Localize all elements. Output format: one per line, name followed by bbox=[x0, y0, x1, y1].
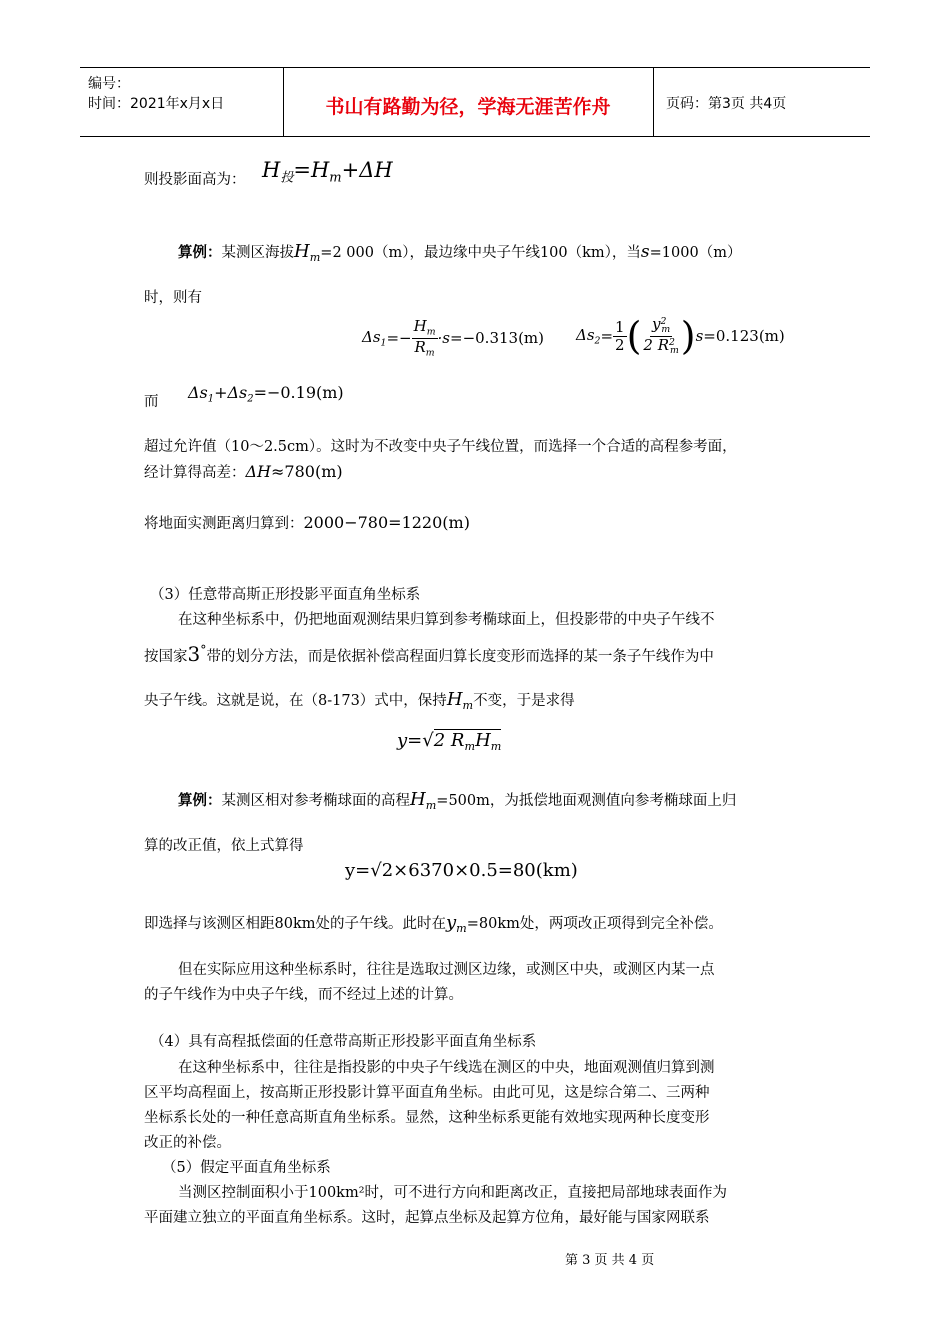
section-3-line-3: 央子午线。这就是说，在（8-173）式中，保持$H_m$不变，于是求得 bbox=[144, 689, 575, 712]
page-header bbox=[80, 67, 870, 137]
proj-height-label: 则投影面高为： bbox=[144, 172, 246, 188]
var-hm: $H_m$ bbox=[294, 241, 321, 264]
example-1-text-b: =2 000（m），最边缘中央子午线100（km），当 bbox=[320, 245, 641, 261]
section-4-title: （4）具有高程抵偿面的任意带高斯正形投影平面直角坐标系 bbox=[150, 1034, 537, 1050]
section-4-line-4: 改正的补偿。 bbox=[144, 1135, 231, 1151]
header-divider bbox=[653, 68, 654, 136]
exceed-line-1: 超过允许值（10～2.5cm）。这时为不改变中央子午线位置，而选择一个合适的高程参考面， bbox=[144, 439, 737, 455]
section-5-line-1: 当测区控制面积小于100km²时，可不进行方向和距离改正，直接把局部地球表面作为 bbox=[178, 1185, 728, 1201]
example-2-result: 即选择与该测区相距80km处的子午线。此时在$y_m=80km$处，两项改正项得到完全补偿。 bbox=[144, 912, 723, 935]
section-4-line-2: 区平均高程面上，按高斯正形投影计算平面直角坐标。由此可见，这是综合第二、三两种 bbox=[144, 1085, 710, 1101]
section-3-title: （3）任意带高斯正形投影平面直角坐标系 bbox=[150, 587, 421, 603]
exceed-line-2: 经计算得高差：ΔH≈780(m) bbox=[144, 462, 343, 481]
formula-y: y=√2 $R_mH_m$ bbox=[397, 730, 502, 753]
section-3-line-2: 按国家3°带的划分方法，而是依据补偿高程面归算长度变形而选择的某一条子午线作为中 bbox=[144, 641, 714, 666]
formula-ds1: $\Delta s_1$ =− $\frac{H_m}{R_m}$ ·s = −0.313(m) bbox=[362, 317, 545, 358]
formula-ds1-value: −0.313(m) bbox=[462, 329, 545, 347]
sum-value: −0.19(m) bbox=[266, 383, 344, 402]
section-3-line-1: 在这种坐标系中，仍把地面观测结果归算到参考椭球面上，但投影带的中央子午线不 bbox=[178, 612, 715, 628]
proj-height-formula: $H_投=H_m+\Delta H$ bbox=[262, 158, 393, 186]
reduce-line: 将地面实测距离归算到：2000−780=1220(m) bbox=[144, 513, 470, 532]
example-1-text-a: 某测区海拔 bbox=[221, 245, 294, 261]
example-2-label: 算例： bbox=[178, 793, 222, 809]
sum-formula: $\Delta s_1+\Delta s_2=-0.19(m)$ bbox=[188, 383, 344, 405]
time-label: 时间：2021年x月x日 bbox=[88, 96, 225, 112]
section-5-title: （5）假定平面直角坐标系 bbox=[162, 1160, 331, 1176]
motto: 书山有路勤为径，学海无涯苦作舟 bbox=[325, 96, 611, 118]
section-4-line-3: 坐标系长处的一种任意高斯直角坐标系。显然，这种坐标系更能有效地实现两种长度变形 bbox=[144, 1110, 710, 1126]
example-2-formula: y=√2×6370×0.5=80(km) bbox=[345, 860, 578, 881]
formula-ds2-value: 0.123(m) bbox=[715, 327, 785, 345]
practice-line-2: 的子午线作为中央子午线，而不经过上述的计算。 bbox=[144, 987, 463, 1003]
serial-label: 编号： bbox=[88, 76, 130, 92]
example-1-then: 时，则有 bbox=[144, 290, 202, 306]
example-1-line bbox=[178, 242, 741, 268]
section-4-line-1: 在这种坐标系中，往往是指投影的中央子午线选在测区的中央，地面观测值归算到测 bbox=[178, 1060, 715, 1076]
section-5-line-2: 平面建立独立的平面直角坐标系。这时，起算点坐标及起算方位角，最好能与国家网联系 bbox=[144, 1210, 710, 1226]
example-2-line-2: 算的改正值，依上式算得 bbox=[144, 838, 304, 854]
page-footer: 第 3 页 共 4 页 bbox=[565, 1253, 655, 1268]
var-s: s bbox=[640, 242, 650, 262]
practice-line-1: 但在实际应用这种坐标系时，往往是选取过测区边缘，或测区中央，或测区内某一点 bbox=[178, 962, 715, 978]
example-2-line: 算例：某测区相对参考椭球面的高程$H_m=500m$，为抵偿地面观测值向参考椭球面上归 bbox=[178, 789, 737, 812]
example-1-text-c: =1000（m） bbox=[649, 245, 742, 261]
er-label: 而 bbox=[144, 394, 159, 410]
delta-h-value: 780(m) bbox=[284, 462, 343, 481]
formula-ds2: $\Delta s_2$ = $\frac{1}{2}$ ( $\frac{y^2_m}{2 R^2_m}$ ) s = 0.123(m) bbox=[576, 314, 785, 358]
example-1-label: 算例： bbox=[178, 245, 222, 261]
reduce-expr: 2000−780=1220(m) bbox=[303, 513, 470, 532]
page-label: 页码：第3页 共4页 bbox=[666, 96, 787, 112]
